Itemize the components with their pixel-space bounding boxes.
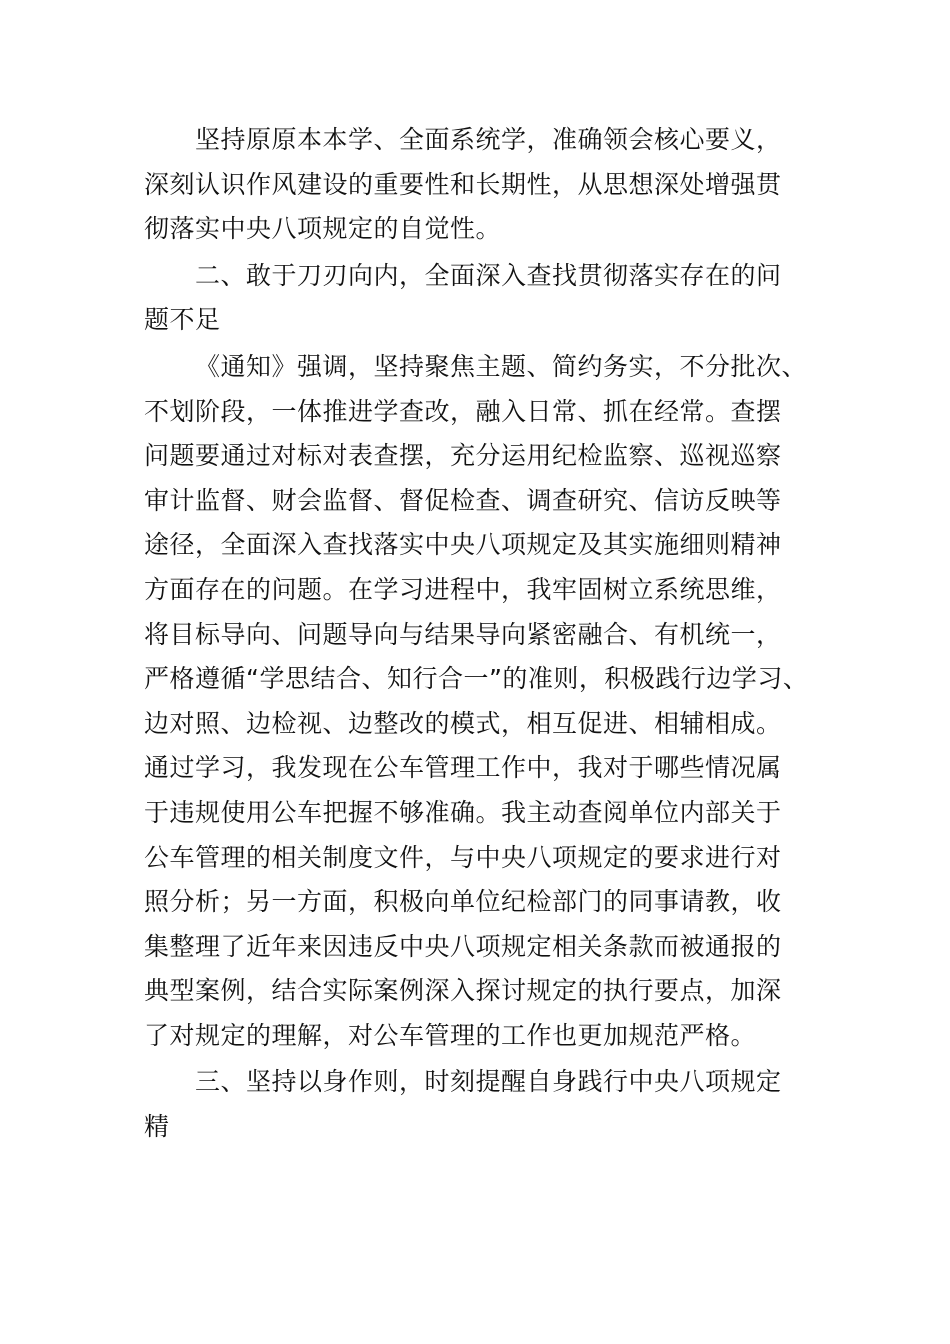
text-line: 通过学习，我发现在公车管理工作中，我对于哪些情况属 xyxy=(144,753,782,783)
text-line: 题不足 xyxy=(144,305,221,335)
text-line: 途径，全面深入查找落实中央八项规定及其实施细则精神 xyxy=(144,530,782,560)
text-line: 坚持原原本本学、全面系统学，准确领会核心要义， xyxy=(195,125,782,154)
text-line: 《通知》强调，坚持聚焦主题、简约务实，不分批次、 xyxy=(195,351,808,381)
text-line: 典型案例，结合实际案例深入探讨规定的执行要点，加深 xyxy=(144,976,782,1006)
text-line: 照分析；另一方面，积极向单位纪检部门的同事请教，收 xyxy=(144,887,782,917)
text-line: 审计监督、财会监督、督促检查、调查研究、信访反映等 xyxy=(144,485,782,515)
section-heading-two xyxy=(144,254,820,343)
text-line: 三、坚持以身作则，时刻提醒自身践行中央八项规定 xyxy=(195,1067,782,1097)
text-line: 了对规定的理解，对公车管理的工作也更加规范严格。 xyxy=(144,1020,757,1050)
text-line: 集整理了近年来因违反中央八项规定相关条款而被通报的 xyxy=(144,931,782,961)
text-line: 于违规使用公车把握不够准确。我主动查阅单位内部关于 xyxy=(144,797,782,827)
document-body xyxy=(144,118,820,1150)
text-line: 精 xyxy=(144,1112,170,1142)
paragraph-study-intro xyxy=(144,118,820,252)
text-line: 将目标导向、问题导向与结果导向紧密融合、有机统一， xyxy=(144,619,782,649)
text-line: 问题要通过对标对表查摆，充分运用纪检监察、巡视巡察 xyxy=(144,441,782,471)
text-line: 深刻认识作风建设的重要性和长期性，从思想深处增强贯 xyxy=(144,169,782,199)
paragraph-notice-body xyxy=(144,345,820,1059)
text-line: 二、敢于刀刃向内，全面深入查找贯彻落实存在的问 xyxy=(195,260,782,290)
text-line: 边对照、边检视、边整改的模式，相互促进、相辅相成。 xyxy=(144,708,782,738)
text-line: 方面存在的问题。在学习进程中，我牢固树立系统思维， xyxy=(144,574,782,604)
text-line: 公车管理的相关制度文件，与中央八项规定的要求进行对 xyxy=(144,842,782,872)
text-line: 不划阶段，一体推进学查改，融入日常、抓在经常。查摆 xyxy=(144,396,782,426)
section-heading-three xyxy=(144,1060,820,1149)
text-line: 彻落实中央八项规定的自觉性。 xyxy=(144,214,502,244)
text-line: 严格遵循“学思结合、知行合一”的准则，积极践行边学习、 xyxy=(144,664,809,694)
